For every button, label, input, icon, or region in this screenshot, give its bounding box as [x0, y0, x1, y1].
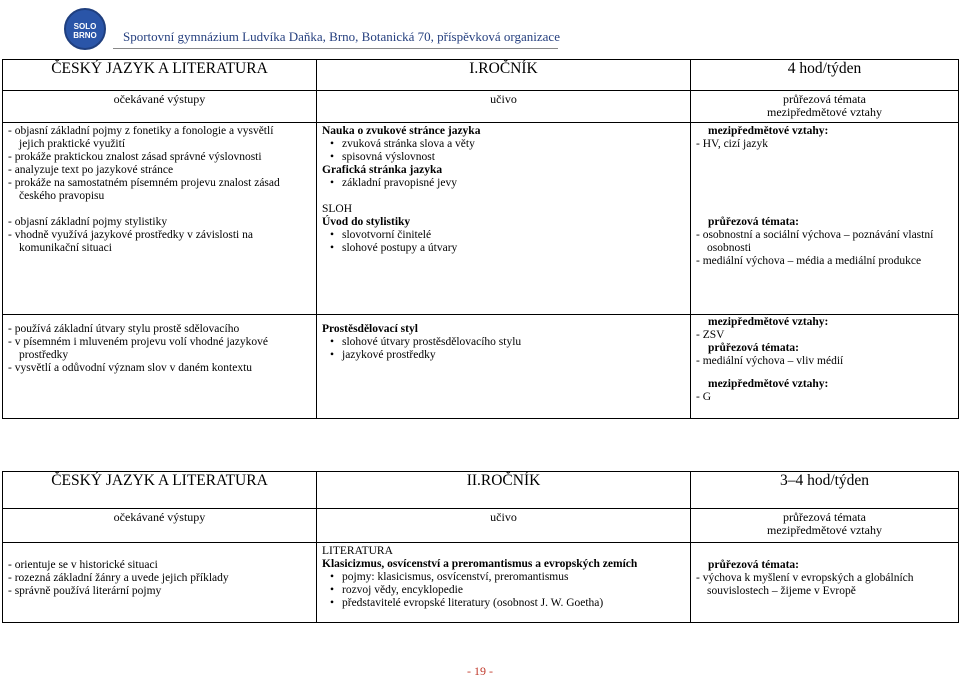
outcome-line: - vysvětlí a odůvodní význam slov v daném kontextu — [8, 362, 253, 374]
cross-heading: mezipředmětové vztahy: — [708, 125, 829, 137]
school-name: Sportovní gymnázium Ludvíka Daňka, Brno, Botanická 70, příspěvková organizace — [123, 29, 560, 44]
outcome-line: - objasní základní pojmy stylistiky — [8, 216, 168, 228]
content-bullet: • základní pravopisné jevy — [322, 177, 685, 190]
table-row — [3, 543, 959, 623]
content-heading: Grafická stránka jazyka — [322, 164, 443, 176]
content-bullet: • zvuková stránka slova a věty — [322, 138, 685, 151]
col-header-outcomes: očekávané výstupy — [3, 91, 317, 123]
outcomes-cell — [3, 123, 317, 315]
outcome-line: českého pravopisu — [19, 190, 105, 202]
outcome-line: komunikační situaci — [19, 242, 112, 254]
outcome-line: prostředky — [19, 349, 69, 361]
cross-heading: průřezová témata: — [708, 216, 800, 228]
content-heading: Nauka o zvukové stránce jazyka — [322, 125, 481, 137]
content-bullet: • jazykové prostředky — [322, 349, 685, 362]
cross-line: - výchova k myšlení v evropských a globálních — [696, 572, 914, 584]
cross-line: - osobnostní a sociální výchova – poznávání vlastní — [696, 229, 934, 241]
outcome-line: jejich praktické využití — [19, 138, 126, 150]
column-header-row — [3, 91, 959, 123]
cross-line: - mediální výchova – média a mediální produkce — [696, 255, 922, 267]
cross-line: - G — [696, 391, 712, 403]
hours-title: 4 hod/týden — [691, 60, 959, 91]
content-bullet: • rozvoj vědy, encyklopedie — [322, 584, 685, 597]
outcome-line: - objasní základní pojmy z fonetiky a fonologie a vysvětlí — [8, 125, 274, 137]
table-row — [3, 315, 959, 419]
outcome-line: - používá základní útvary stylu prostě sdělovacího — [8, 323, 240, 335]
outcome-line: - správně používá literární pojmy — [8, 585, 162, 597]
curriculum-table-grade-1 — [2, 59, 959, 419]
school-logo: SOLO BRNO — [64, 8, 106, 50]
outcome-line: - prokáže praktickou znalost zásad správné výslovnosti — [8, 151, 262, 163]
content-bullet: • pojmy: klasicismus, osvícenství, preromantismus — [322, 571, 685, 584]
outcome-line: - analyzuje text po jazykové stránce — [8, 164, 174, 176]
cross-line: souvislostech – žijeme v Evropě — [707, 585, 856, 597]
content-cell — [317, 123, 691, 315]
cross-cell — [691, 315, 959, 419]
outcome-line: - prokáže na samostatném písemném projevu znalost zásad — [8, 177, 280, 189]
cross-line: osobnosti — [707, 242, 752, 254]
col-header-cross — [691, 91, 959, 123]
col-header-cross-2: mezipředmětové vztahy — [767, 105, 882, 119]
content-heading: Klasicizmus, osvícenství a preromantismus a evropských zemích — [322, 558, 638, 570]
content-heading: Úvod do stylistiky — [322, 216, 411, 228]
content-heading: Prostěsdělovací styl — [322, 323, 418, 335]
col-header-cross-2: mezipředmětové vztahy — [767, 523, 882, 537]
table-title-row — [3, 472, 959, 509]
col-header-outcomes: očekávané výstupy — [3, 509, 317, 543]
column-header-row — [3, 509, 959, 543]
outcomes-cell — [3, 543, 317, 623]
cross-heading: průřezová témata: — [708, 342, 800, 354]
col-header-cross — [691, 509, 959, 543]
subject-title: ČESKÝ JAZYK A LITERATURA — [3, 60, 317, 91]
content-cell — [317, 543, 691, 623]
cross-heading: mezipředmětové vztahy: — [708, 316, 829, 328]
outcome-line: - vhodně využívá jazykové prostředky v závislosti na — [8, 229, 253, 241]
content-cell — [317, 315, 691, 419]
page-number: - 19 - — [467, 664, 493, 678]
content-bullet: • slohové útvary prostěsdělovacího stylu — [322, 336, 685, 349]
hours-title: 3–4 hod/týden — [691, 472, 959, 509]
col-header-content: učivo — [317, 91, 691, 123]
grade-title: I.ROČNÍK — [317, 60, 691, 91]
content-bullet: • spisovná výslovnost — [322, 151, 685, 164]
cross-cell — [691, 543, 959, 623]
col-header-cross-1: průřezová témata — [783, 510, 866, 524]
cross-cell — [691, 123, 959, 315]
col-header-content: učivo — [317, 509, 691, 543]
content-bullet: • slohové postupy a útvary — [322, 242, 685, 255]
page-header — [0, 0, 960, 52]
table-row — [3, 123, 959, 315]
curriculum-table-grade-2 — [2, 471, 959, 623]
subject-title: ČESKÝ JAZYK A LITERATURA — [3, 472, 317, 509]
content-bullet: • představitelé evropské literatury (osobnost J. W. Goetha) — [322, 597, 685, 610]
cross-line: - ZSV — [696, 329, 725, 341]
grade-title: II.ROČNÍK — [317, 472, 691, 509]
literature-heading: LITERATURA — [322, 545, 393, 557]
outcomes-cell — [3, 315, 317, 419]
outcome-line: - orientuje se v historické situaci — [8, 559, 158, 571]
sloh-heading: SLOH — [322, 203, 353, 215]
cross-line: - mediální výchova – vliv médií — [696, 355, 844, 367]
cross-heading: průřezová témata: — [708, 559, 800, 571]
outcome-line: - v písemném i mluveném projevu volí vhodné jazykové — [8, 336, 268, 348]
cross-line: - HV, cizí jazyk — [696, 138, 768, 150]
col-header-cross-1: průřezová témata — [783, 92, 866, 106]
cross-heading: mezipředmětové vztahy: — [708, 378, 829, 390]
header-divider — [113, 48, 558, 49]
outcome-line: - rozezná základní žánry a uvede jejich příklady — [8, 572, 229, 584]
table-title-row — [3, 60, 959, 91]
content-bullet: • slovotvorní činitelé — [322, 229, 685, 242]
